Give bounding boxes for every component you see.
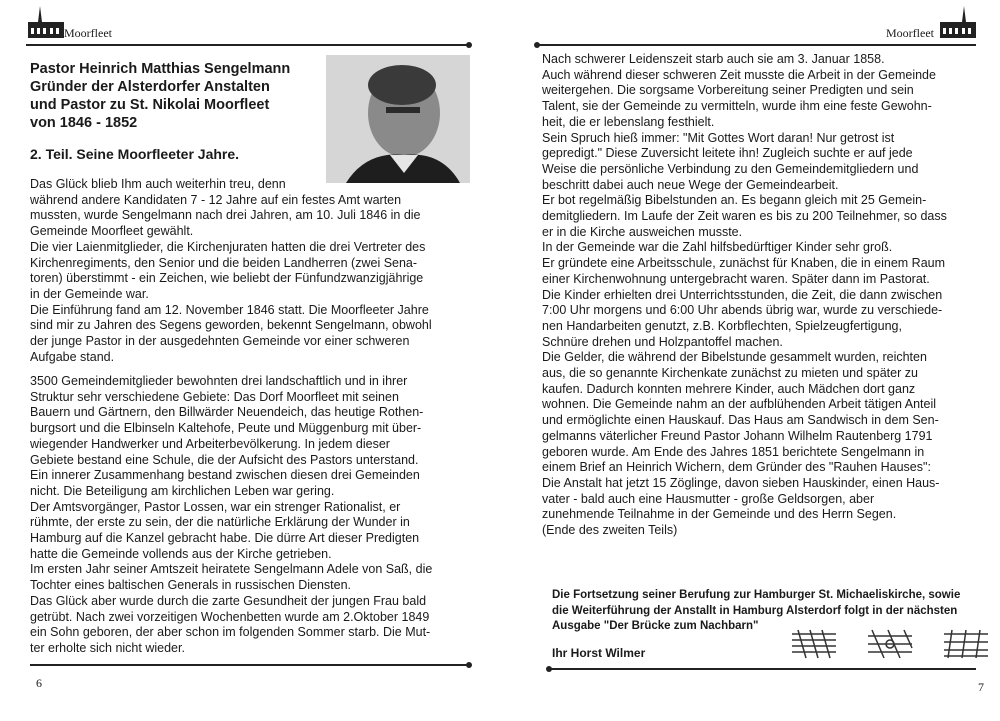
text-line: ein Sohn geboren, der aber schon im folgenden Sommer starb. Die Mut- — [30, 625, 431, 640]
decorative-ornaments — [790, 628, 990, 660]
article-subtitle: 2. Teil. Seine Moorfleeter Jahre. — [30, 146, 240, 162]
text-line: Sein Spruch hieß immer: "Mit Gottes Wort daran! Nur getrost ist — [542, 130, 895, 145]
text-line: toren) überstimmt - ein Zeichen, wie beliebt der Fünfundzwanzigjährige — [30, 271, 424, 286]
title-line: und Pastor zu St. Nikolai Moorfleet — [30, 97, 270, 113]
text-line: wiegender Handwerker und Arbeiterbevölkerung. In jedem dieser — [30, 436, 390, 451]
text-line: Hamburg auf die Kanzel gebracht habe. Die dürre Art dieser Predigten — [30, 531, 420, 546]
text-line: gepredigt." Diese Zuversicht leitete ihn! Zugleich suchte er auf jede — [542, 146, 913, 161]
footer-rule — [30, 664, 470, 666]
text-line: ter erholte sich nicht wieder. — [30, 640, 185, 655]
text-line: Er gründete eine Arbeitsschule, zunächst für Knaben, die in einem Raum — [542, 256, 946, 271]
text-line: beschritt dabei auch neue Wege der Gemeindearbeit. — [542, 177, 839, 192]
header-label: Moorfleet — [886, 26, 934, 40]
text-line: während andere Kandidaten 7 - 12 Jahre auf ein festes Amt warten — [30, 192, 402, 207]
footer-rule — [548, 668, 976, 670]
text-line: nicht. Die Beteiligung am kirchlichen Leben war gering. — [30, 483, 335, 498]
text-line: Nach schwerer Leidenszeit starb auch sie am 3. Januar 1858. — [542, 52, 885, 66]
text-line: heit, die er lebenslang festhielt. — [542, 114, 715, 129]
text-line: geboren wurde. Am Ende des Jahres 1851 berichtete Sengelmann in — [542, 444, 925, 459]
text-line: wohnen. Die Gemeinde nahm an der aufblühenden Arbeit tätigen Anteil — [542, 397, 937, 412]
title-line: Pastor Heinrich Matthias Sengelmann — [30, 61, 291, 77]
text-line: kaufen. Dadurch konnten mehrere Kinder, auch Mädchen dort ganz — [542, 381, 916, 396]
text-line: Tochter eines baltischen Generals in russischen Diensten. — [30, 578, 352, 593]
text-line: Kirchenregiments, den Senior und die beiden Landherren (zwei Sena- — [30, 255, 418, 270]
continued-paragraphs — [542, 52, 974, 539]
notice-line: die Weiterführung der Anstallt in Hamburg Alsterdorf folgt in der nächsten — [552, 604, 958, 617]
text-line: Schnüre drehen und Holzpantoffel machen. — [542, 334, 783, 349]
text-line: nen Handarbeiten genutzt, z.B. Korbflechten, Spielzeugfertigung, — [542, 318, 902, 333]
header-label: Moorfleet — [64, 26, 112, 40]
text-line: gelmanns väterlicher Freund Pastor Johann Wilhelm Rautenberg 1791 — [542, 428, 933, 443]
text-line: einem Brief an Heinrich Wichern, dem Gründer des "Rauhen Hauses": — [542, 460, 931, 475]
text-line: Ein innerer Zusammenhang bestand zwischen diesen drei Gemeinden — [30, 468, 420, 483]
text-line: aus, die so genannte Kirchenkate zunächst zu mieten und später zu — [542, 366, 918, 381]
text-line: mussten, wurde Sengelmann nach drei Jahren, am 10. Juli 1846 in die — [30, 208, 421, 223]
page-number: 7 — [978, 680, 984, 694]
text-line: vater - bald auch eine Hausmutter - große Geldsorgen, aber — [542, 491, 875, 506]
text-line: getrübt. Nach zwei vorzeitigen Wochenbetten wurde am 2.Oktober 1849 — [30, 609, 430, 624]
text-line: Weise die persönliche Verbindung zu den Gemeindemitgliedern und — [542, 161, 919, 176]
church-logo-icon — [938, 4, 978, 44]
text-line: Im ersten Jahr seiner Amtszeit heiratete Sengelmann Adele von Saß, die — [30, 562, 433, 577]
text-line: Struktur sehr verschiedene Gebiete: Das Dorf Moorfleet mit seinen — [30, 389, 399, 404]
text-line: Die Gelder, die während der Bibelstunde gesammelt wurden, reichten — [542, 350, 927, 365]
title-line: von 1846 - 1852 — [30, 115, 138, 131]
text-line: demitgliedern. Im Laufe der Zeit waren es bis zu 200 Teilnehmer, so dass — [542, 209, 947, 224]
text-line: Bauern und Gärtnern, den Billwärder Neuendeich, das heutige Rothen- — [30, 405, 424, 420]
church-logo-icon — [26, 4, 66, 44]
text-line: er in die Kirche ausweichen musste. — [542, 224, 743, 239]
article-title — [30, 60, 320, 132]
portrait-photo — [326, 55, 470, 183]
notice-line: Ausgabe "Der Brücke zum Nachbarn" — [552, 620, 759, 632]
text-line: in der Gemeinde war. — [30, 286, 149, 301]
text-line: (Ende des zweiten Teils) — [542, 523, 678, 538]
text-line: In der Gemeinde war die Zahl hilfsbedürftiger Kinder sehr groß. — [542, 240, 893, 255]
text-line: hatte die Gemeinde vollends aus der Kirche getrieben. — [30, 546, 332, 561]
page-number: 6 — [36, 676, 42, 690]
main-paragraphs — [30, 374, 470, 657]
text-line: weitergehen. Die sorgsame Vorbereitung seiner Predigten und sein — [542, 83, 914, 98]
header-rule — [536, 44, 976, 46]
author-signature: Ihr Horst Wilmer — [552, 646, 646, 660]
text-line: Gebiete bestand eine Schule, die der Aufsicht des Pastors unterstand. — [30, 452, 419, 467]
text-line: rühmte, der erste zu sein, der die natürliche Erklärung der Wunder in — [30, 515, 410, 530]
text-line: Er bot regelmäßig Bibelstunden an. Es begann gleich mit 25 Gemein- — [542, 193, 927, 208]
ornament-icon — [942, 628, 990, 660]
text-line: 3500 Gemeindemitglieder bewohnten drei landschaftlich und in ihrer — [30, 374, 408, 388]
text-line: sind mir zu Jahren des Segens geworden, bekennt Sengelmann, obwohl — [30, 318, 432, 333]
text-line: Das Glück blieb Ihm auch weiterhin treu, denn — [30, 177, 286, 191]
text-line: Die Anstalt hat jetzt 15 Zöglinge, davon sieben Hauskinder, einen Haus- — [542, 475, 940, 490]
intro-paragraphs — [30, 177, 470, 365]
notice-line: Die Fortsetzung seiner Berufung zur Hamburger St. Michaeliskirche, sowie — [552, 589, 961, 601]
right-page — [500, 0, 1000, 721]
text-line: Auch während dieser schweren Zeit musste die Arbeit in der Gemeinde — [542, 67, 936, 82]
text-line: Talent, sie der Gemeinde zu vermitteln, wurde ihm eine feste Gewohn- — [542, 99, 932, 114]
text-line: burgsort und die Elbinseln Kaltehofe, Peute und Müggenburg mit über- — [30, 421, 422, 436]
text-line: einer Kirchenwohnung untergebracht waren. Später dann im Pastorat. — [542, 271, 930, 286]
title-line: Gründer der Alsterdorfer Anstalten — [30, 79, 270, 95]
ornament-icon — [790, 628, 838, 660]
text-line: 7:00 Uhr morgens und 6:00 Uhr abends übrig war, wurde zu verschiede- — [542, 303, 943, 318]
text-line: Die vier Laienmitglieder, die Kirchenjuraten hatten die drei Vertreter des — [30, 239, 426, 254]
text-line: und ermöglichte einen Hauskauf. Das Haus am Sandwisch in dem Sen- — [542, 413, 939, 428]
text-line: Gemeinde Moorfleet gewählt. — [30, 224, 194, 239]
text-line: Aufgabe stand. — [30, 349, 115, 364]
text-line: Das Glück aber wurde durch die zarte Gesundheit der jungen Frau bald — [30, 593, 427, 608]
ornament-icon — [866, 628, 914, 660]
text-line: Der Amtsvorgänger, Pastor Lossen, war ein strenger Rationalist, er — [30, 499, 401, 514]
text-line: Die Einführung fand am 12. November 1846 statt. Die Moorfleeter Jahre — [30, 302, 429, 317]
text-line: Die Kinder erhielten drei Unterrichtsstunden, die Zeit, die dann zwischen — [542, 287, 943, 302]
header-rule — [26, 44, 470, 46]
text-line: zunehmende Teilnahme in der Gemeinde und des Herrn Segen. — [542, 507, 897, 522]
text-line: der junge Pastor in der ausgedehnten Gemeinde vor einer schweren — [30, 334, 410, 349]
